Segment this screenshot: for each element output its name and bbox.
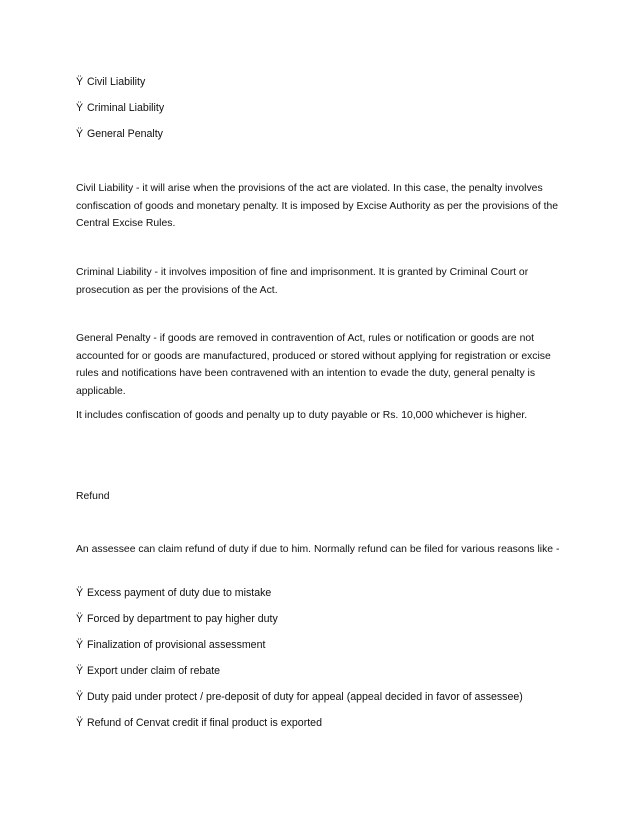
bullet-mark: Ÿ	[76, 691, 84, 703]
bullet-text: Forced by department to pay higher duty	[87, 613, 278, 625]
bullet-text: Excess payment of duty due to mistake	[87, 587, 272, 599]
bullet-mark: Ÿ	[76, 76, 84, 88]
refund-reason-item	[76, 612, 278, 626]
paragraph-criminal-liability: Criminal Liability - it involves imposition of fine and imprisonment. It is granted by Criminal Court or prosecution as per the provisions of the Act.	[76, 267, 529, 296]
bullet-mark: Ÿ	[76, 587, 84, 599]
bullet-mark: Ÿ	[76, 639, 84, 651]
paragraph-civil-liability: Civil Liability - it will arise when the provisions of the act are violated. In this case, the penalty involves confiscation of goods and monetary penalty. It is imposed by Excise Authority as per the provisions of the Central Excise Rules.	[76, 183, 559, 229]
bullet-text: Duty paid under protect / pre-deposit of duty for appeal (appeal decided in favor of assessee)	[87, 691, 523, 703]
bullet-criminal-liability	[76, 101, 164, 115]
bullet-mark: Ÿ	[76, 665, 84, 677]
bullet-text: Criminal Liability	[87, 102, 165, 114]
bullet-civil-liability	[76, 75, 145, 89]
bullet-mark: Ÿ	[76, 717, 84, 729]
refund-heading: Refund	[76, 491, 110, 502]
refund-reason-item	[76, 638, 265, 652]
document-page	[76, 0, 570, 826]
bullet-text: Export under claim of rebate	[87, 665, 221, 677]
bullet-text: General Penalty	[87, 128, 163, 140]
paragraph-general-penalty: General Penalty - if goods are removed in contravention of Act, rules or notification or goods are not accounted for or goods are manufactured, produced or stored without applying for registration or excise rules and notifications have been contravened with an intention to evade the duty, general penalty is applicable.	[76, 333, 551, 397]
refund-reason-item	[76, 690, 523, 704]
bullet-mark: Ÿ	[76, 128, 84, 140]
bullet-mark: Ÿ	[76, 613, 84, 625]
paragraph-penalty-includes: It includes confiscation of goods and penalty up to duty payable or Rs. 10,000 whichever is higher.	[76, 410, 528, 421]
bullet-text: Civil Liability	[87, 76, 146, 88]
refund-reason-item	[76, 716, 322, 730]
bullet-general-penalty	[76, 127, 163, 141]
refund-reason-item	[76, 664, 220, 678]
refund-reason-item	[76, 586, 271, 600]
refund-intro: An assessee can claim refund of duty if due to him. Normally refund can be filed for various reasons like -	[76, 544, 560, 555]
bullet-text: Refund of Cenvat credit if final product is exported	[87, 717, 322, 729]
bullet-text: Finalization of provisional assessment	[87, 639, 266, 651]
bullet-mark: Ÿ	[76, 102, 84, 114]
